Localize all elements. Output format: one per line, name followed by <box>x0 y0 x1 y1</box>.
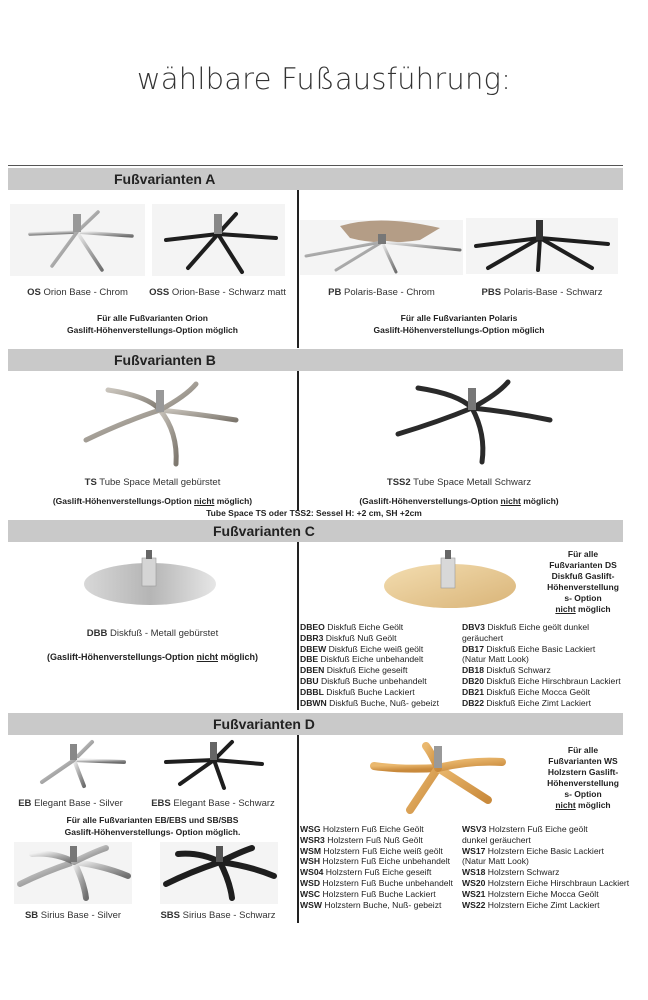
polaris-base-chrome-image <box>300 220 463 275</box>
caption-sbs: SBS Sirius Base - Schwarz <box>160 910 276 921</box>
disk-list-right <box>462 622 621 708</box>
list-item: WSC Holzstern Fuß Buche Lackiert <box>300 888 436 899</box>
column-divider <box>297 735 299 923</box>
disk-base-wood-image <box>380 548 520 612</box>
sirius-base-black-image <box>160 842 278 904</box>
note-disk-left: (Gaslift-Höhenverstellungs-Option nicht möglich) <box>46 652 258 662</box>
column-divider <box>297 542 299 710</box>
list-item: DBU Diskfuß Buche unbehandelt <box>300 675 427 686</box>
disk-list-left <box>300 622 439 708</box>
note-tube-space-right: (Gaslift-Höhenverstellungs-Option nicht möglich) <box>359 496 559 506</box>
column-divider <box>297 371 299 511</box>
section-heading-b: Fußvarianten B <box>114 352 216 368</box>
list-item: WSR3 Holzstern Fuß Nuß Geölt <box>300 834 423 845</box>
tube-space-brushed-image <box>78 380 243 468</box>
list-item: DBEW Diskfuß Eiche weiß geölt <box>300 643 424 654</box>
list-item: geräuchert <box>462 632 504 643</box>
caption-pb: PB Polaris-Base - Chrom <box>328 287 435 298</box>
list-item: DBR3 Diskfuß Nuß Geölt <box>300 632 397 643</box>
note-elegant-sirius: Für alle Fußvarianten EB/EBS und SB/SBS Gaslift-Höhenverstellungs- Option möglich. <box>64 815 241 837</box>
wood-star-base-image <box>362 742 512 814</box>
list-item: WS22 Holzstern Eiche Zimt Lackiert <box>462 899 600 910</box>
section-heading-a: Fußvarianten A <box>114 171 216 187</box>
list-item: DBWN Diskfuß Buche, Nuß- gebeizt <box>300 697 439 708</box>
section-heading-d: Fußvarianten D <box>213 716 315 732</box>
orion-base-chrome-image <box>10 204 145 276</box>
list-item: (Natur Matt Look) <box>462 654 529 665</box>
list-item: WSH Holzstern Fuß Eiche unbehandelt <box>300 856 450 867</box>
page-title: wählbare Fußausführung: <box>136 62 512 96</box>
caption-pbs: PBS Polaris-Base - Schwarz <box>481 287 603 298</box>
divider <box>8 165 623 166</box>
list-item: DBE Diskfuß Eiche unbehandelt <box>300 654 424 665</box>
caption-sb: SB Sirius Base - Silver <box>24 910 122 921</box>
list-item: dunkel geräuchert <box>462 834 531 845</box>
list-item: WSW Holzstern Buche, Nuß- gebeizt <box>300 899 442 910</box>
list-item: DBEN Diskfuß Eiche geseift <box>300 665 408 676</box>
wood-list-right <box>462 824 629 910</box>
caption-ts: TS Tube Space Metall gebürstet <box>84 477 221 488</box>
note-orion: Für alle Fußvarianten Orion Gaslift-Höhenverstellungs-Option möglich <box>67 313 238 335</box>
list-item: DB21 Diskfuß Eiche Mocca Geölt <box>462 686 591 697</box>
list-item: DB22 Diskfuß Eiche Zimt Lackiert <box>462 697 591 708</box>
caption-os: OS Orion Base - Chrom <box>27 287 128 298</box>
list-item: DB20 Diskfuß Eiche Hirschbraun Lackiert <box>462 675 621 686</box>
note-polaris: Für alle Fußvarianten Polaris Gaslift-Höhenverstellungs-Option möglich <box>373 313 545 335</box>
list-item: DB18 Diskfuß Schwarz <box>462 665 551 676</box>
note-wood-side: Für alle Fußvarianten WS Holzstern Gaslift- Höhenverstellung s- Option nicht möglich <box>547 745 619 810</box>
list-item: (Natur Matt Look) <box>462 856 529 867</box>
orion-base-black-image <box>152 204 285 276</box>
column-divider <box>297 190 299 348</box>
section-bar-c <box>8 520 623 542</box>
caption-ebs: EBS Elegant Base - Schwarz <box>151 798 275 809</box>
elegant-base-silver-image <box>18 738 130 790</box>
list-item: WSD Holzstern Fuß Buche unbehandelt <box>300 877 453 888</box>
tube-space-black-image <box>388 378 558 466</box>
note-tube-space-left: (Gaslift-Höhenverstellungs-Option nicht möglich) <box>52 496 253 506</box>
list-item: DB17 Diskfuß Eiche Basic Lackiert <box>462 643 596 654</box>
caption-tss2: TSS2 Tube Space Metall Schwarz <box>386 477 532 488</box>
section-bar-d <box>8 713 623 735</box>
polaris-base-black-image <box>466 218 618 274</box>
note-disk-side: Für alle Fußvarianten DS Diskfuß Gaslift- Höhenverstellung s- Option nicht möglich <box>547 549 619 614</box>
disk-base-metal-image <box>80 550 220 610</box>
caption-dbb: DBB Diskfuß - Metall gebürstet <box>86 628 219 639</box>
list-item: WS21 Holzstern Eiche Mocca Geölt <box>462 888 599 899</box>
list-item: DBV3 Diskfuß Eiche geölt dunkel <box>462 622 590 632</box>
note-sessel: Tube Space TS oder TSS2: Sessel H: +2 cm, SH +2cm <box>206 508 422 518</box>
list-item: DBBL Diskfuß Buche Lackiert <box>300 686 415 697</box>
sirius-base-silver-image <box>14 842 132 904</box>
caption-eb: EB Elegant Base - Silver <box>18 798 123 809</box>
list-item: WSM Holzstern Fuß Eiche weiß geölt <box>300 845 443 856</box>
list-item: WSG Holzstern Fuß Eiche Geölt <box>300 824 424 834</box>
caption-oss: OSS Orion-Base - Schwarz matt <box>149 287 286 298</box>
section-bar-b <box>8 349 623 371</box>
elegant-base-black-image <box>160 738 268 792</box>
list-item: WSV3 Holzstern Fuß Eiche geölt <box>462 824 588 834</box>
section-heading-c: Fußvarianten C <box>213 523 315 539</box>
list-item: WS04 Holzstern Fuß Eiche geseift <box>300 867 432 878</box>
list-item: WS17 Holzstern Eiche Basic Lackiert <box>462 845 604 856</box>
list-item: WS20 Holzstern Eiche Hirschbraun Lackiert <box>462 877 630 888</box>
list-item: WS18 Holzstern Schwarz <box>462 867 560 878</box>
list-item: DBEO Diskfuß Eiche Geölt <box>300 622 404 632</box>
section-bar-a <box>8 168 623 190</box>
wood-list-left <box>300 824 453 910</box>
